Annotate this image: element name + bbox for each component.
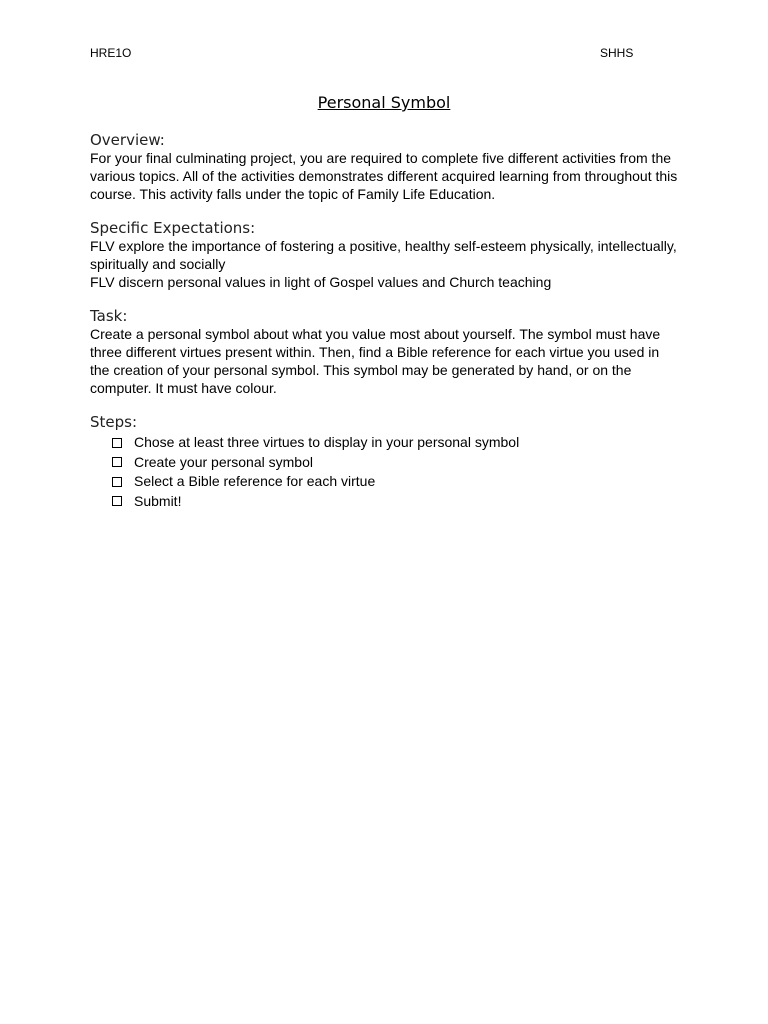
checkbox-icon	[112, 457, 122, 467]
step-item	[112, 433, 680, 453]
checkbox-icon	[112, 477, 122, 487]
task-heading: Task:	[90, 307, 128, 325]
expectations-section	[90, 219, 680, 291]
checkbox-icon	[112, 438, 122, 448]
step-label: Create your personal symbol	[134, 453, 313, 470]
step-label: Submit!	[134, 492, 182, 509]
steps-heading: Steps:	[90, 413, 138, 431]
course-code: HRE1O	[90, 46, 132, 60]
overview-section	[90, 131, 680, 203]
overview-text: For your final culminating project, you are required to complete five different activities from the various topics. All of the activities demonstrates different acquired learning from throughout this course. This activity falls under the topic of Family Life Education.	[90, 150, 678, 202]
document-body	[90, 131, 680, 527]
step-item	[112, 492, 680, 512]
expectations-heading: Specific Expectations:	[90, 219, 256, 237]
step-item	[112, 472, 680, 492]
expectation-item: FLV discern personal values in light of Gospel values and Church teaching	[90, 274, 552, 290]
school-code: SHHS	[600, 46, 634, 60]
task-text: Create a personal symbol about what you value most about yourself. The symbol must have three different virtues present within. Then, find a Bible reference for each virtue you used in the creation of your personal symbol. This symbol may be generated by hand, or on the computer. It must have colour.	[90, 326, 661, 396]
step-label: Select a Bible reference for each virtue	[134, 473, 376, 489]
step-label: Chose at least three virtues to display in your personal symbol	[134, 434, 520, 450]
page-title: Personal Symbol	[317, 93, 451, 112]
steps-section	[90, 413, 680, 511]
task-section	[90, 307, 680, 397]
step-item	[112, 453, 680, 473]
overview-heading: Overview:	[90, 131, 165, 149]
expectation-item: FLV explore the importance of fostering a positive, healthy self-esteem physically, intellectually, spiritually and socially	[90, 238, 677, 272]
steps-list	[90, 433, 680, 511]
checkbox-icon	[112, 496, 122, 506]
